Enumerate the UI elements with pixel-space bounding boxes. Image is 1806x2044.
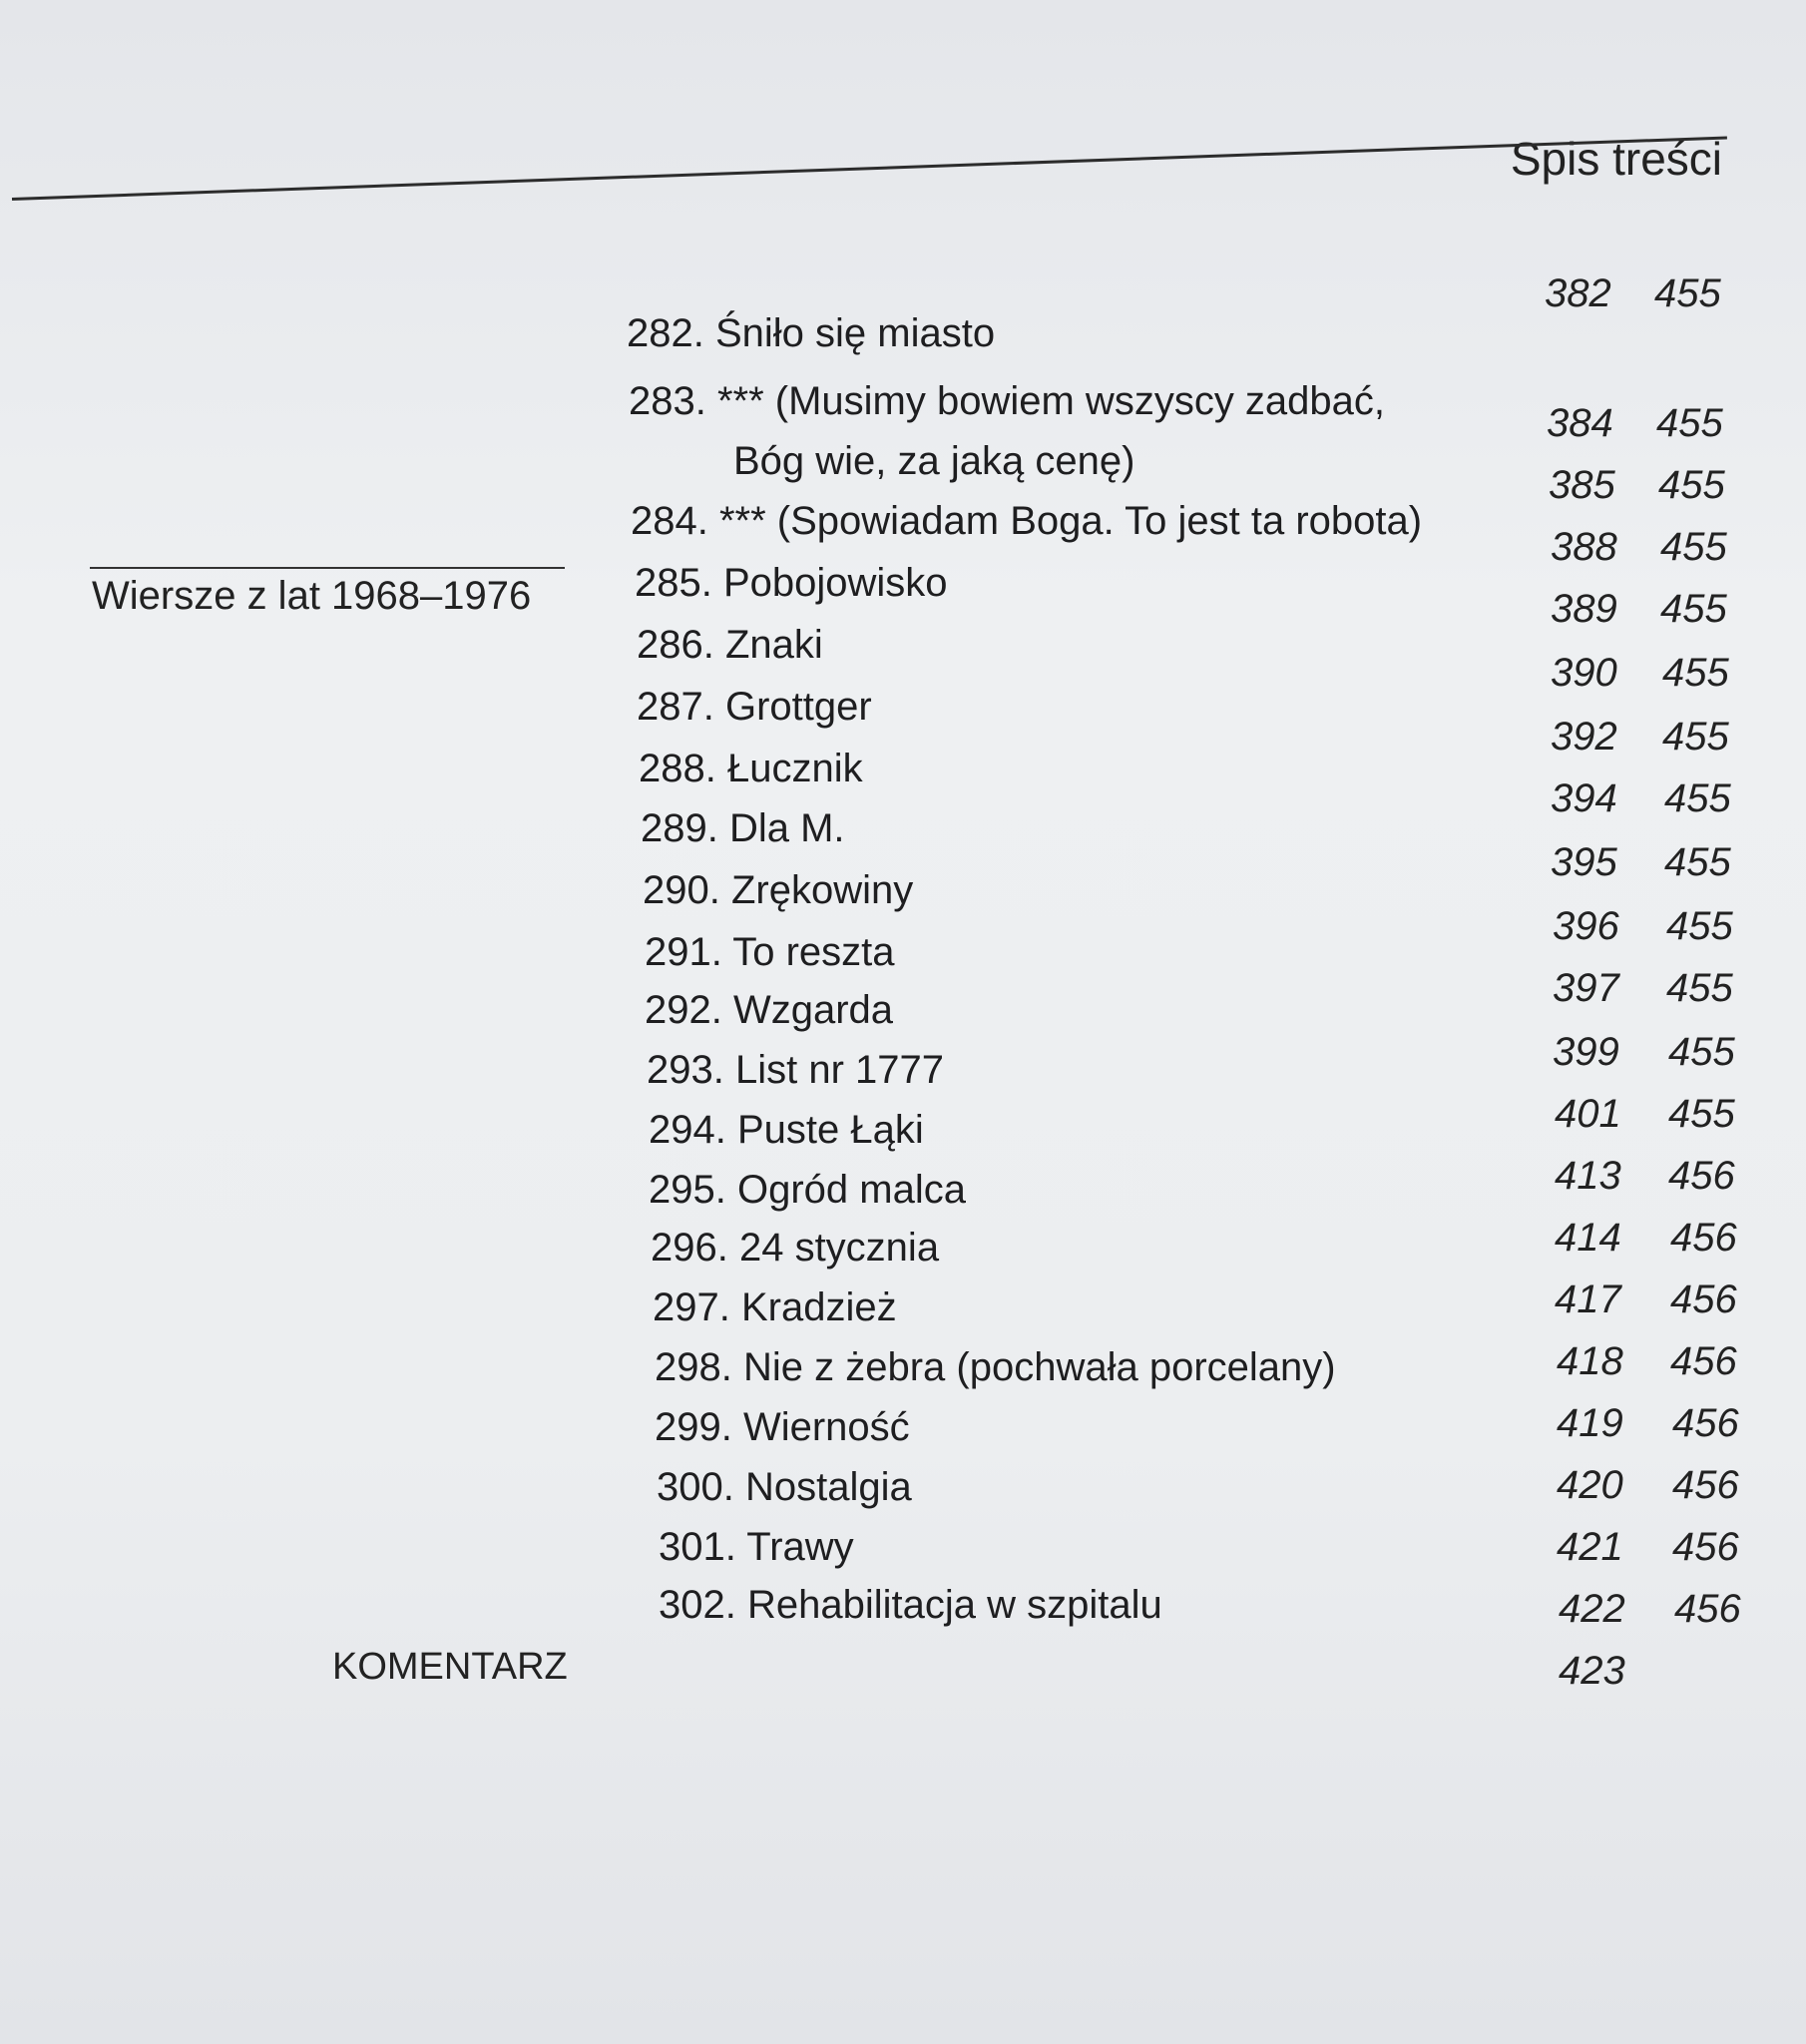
toc-entry: 298. Nie z żebra (pochwała porcelany) xyxy=(655,1345,1336,1389)
toc-entry: 295. Ogród malca xyxy=(649,1168,966,1212)
page-number: 397 xyxy=(1553,966,1619,1010)
toc-entry: 301. Trawy xyxy=(659,1525,854,1569)
toc-entry: 282. Śniło się miasto xyxy=(627,311,996,355)
toc-entry: 285. Pobojowisko xyxy=(635,561,948,605)
section-rule xyxy=(90,567,565,569)
note-page-number: 455 xyxy=(1660,587,1727,631)
note-page-number: 456 xyxy=(1672,1401,1739,1445)
page-number: 420 xyxy=(1557,1463,1623,1507)
toc-entry: 302. Rehabilitacja w szpitalu xyxy=(659,1583,1162,1627)
page-number: 419 xyxy=(1557,1401,1623,1445)
note-page-number: 455 xyxy=(1662,651,1729,695)
page-number: 422 xyxy=(1559,1587,1625,1631)
page-number: 417 xyxy=(1555,1278,1621,1321)
page-number: 382 xyxy=(1545,271,1611,315)
note-page-number: 456 xyxy=(1674,1587,1741,1631)
running-header: Spis treści xyxy=(1510,133,1722,185)
toc-entry: 292. Wzgarda xyxy=(645,988,894,1032)
note-page-number: 455 xyxy=(1666,966,1733,1010)
page-number: 413 xyxy=(1555,1154,1621,1198)
note-page-number: 456 xyxy=(1668,1154,1735,1198)
toc-entry: 291. To reszta xyxy=(645,930,895,974)
page-number: 384 xyxy=(1547,401,1613,445)
toc-entry: 284. *** (Spowiadam Boga. To jest ta robota) xyxy=(631,499,1423,543)
toc-entry: 283. *** (Musimy bowiem wszyscy zadbać, xyxy=(629,379,1386,423)
note-page-number: 455 xyxy=(1664,840,1731,884)
note-page-number: 455 xyxy=(1658,463,1725,507)
note-page-number: 456 xyxy=(1670,1278,1737,1321)
page-number: 414 xyxy=(1555,1216,1621,1260)
toc-entry: Bóg wie, za jaką cenę) xyxy=(733,439,1135,483)
note-page-number: 455 xyxy=(1662,715,1729,759)
toc-entry: 297. Kradzież xyxy=(653,1285,897,1329)
page-number: 385 xyxy=(1549,463,1615,507)
note-page-number: 455 xyxy=(1668,1092,1735,1136)
note-page-number: 456 xyxy=(1672,1463,1739,1507)
toc-entry: 288. Łucznik xyxy=(639,747,863,790)
page-number: 421 xyxy=(1557,1525,1623,1569)
toc-entry: 289. Dla M. xyxy=(641,806,845,850)
note-page-number: 455 xyxy=(1656,401,1723,445)
note-page-number: 456 xyxy=(1670,1339,1737,1383)
toc-entry: 300. Nostalgia xyxy=(657,1465,912,1509)
note-page-number: 455 xyxy=(1654,271,1721,315)
toc-entry: 296. 24 stycznia xyxy=(651,1226,940,1270)
page-number: 390 xyxy=(1551,651,1617,695)
page-number: 396 xyxy=(1553,904,1619,948)
toc-entry: 290. Zrękowiny xyxy=(643,868,914,912)
note-page-number: 455 xyxy=(1660,525,1727,569)
komentarz-label: KOMENTARZ xyxy=(332,1646,568,1688)
toc-entry: 293. List nr 1777 xyxy=(647,1048,944,1092)
page-number: 394 xyxy=(1551,776,1617,820)
page-number: 418 xyxy=(1557,1339,1623,1383)
page-number: 401 xyxy=(1555,1092,1621,1136)
note-page-number: 455 xyxy=(1664,776,1731,820)
page-number: 399 xyxy=(1553,1030,1619,1074)
page-number: 395 xyxy=(1551,840,1617,884)
page-number: 389 xyxy=(1551,587,1617,631)
toc-entry: 299. Wierność xyxy=(655,1405,910,1449)
header-rule xyxy=(12,136,1727,201)
note-page-number: 456 xyxy=(1670,1216,1737,1260)
page-number: 388 xyxy=(1551,525,1617,569)
toc-entry: 286. Znaki xyxy=(637,623,823,667)
komentarz-page-number: 423 xyxy=(1559,1649,1625,1693)
section-label: Wiersze z lat 1968–1976 xyxy=(92,574,532,618)
toc-entry: 287. Grottger xyxy=(637,685,872,729)
note-page-number: 456 xyxy=(1672,1525,1739,1569)
toc-entry: 294. Puste Łąki xyxy=(649,1108,924,1152)
note-page-number: 455 xyxy=(1668,1030,1735,1074)
note-page-number: 455 xyxy=(1666,904,1733,948)
page-number: 392 xyxy=(1551,715,1617,759)
